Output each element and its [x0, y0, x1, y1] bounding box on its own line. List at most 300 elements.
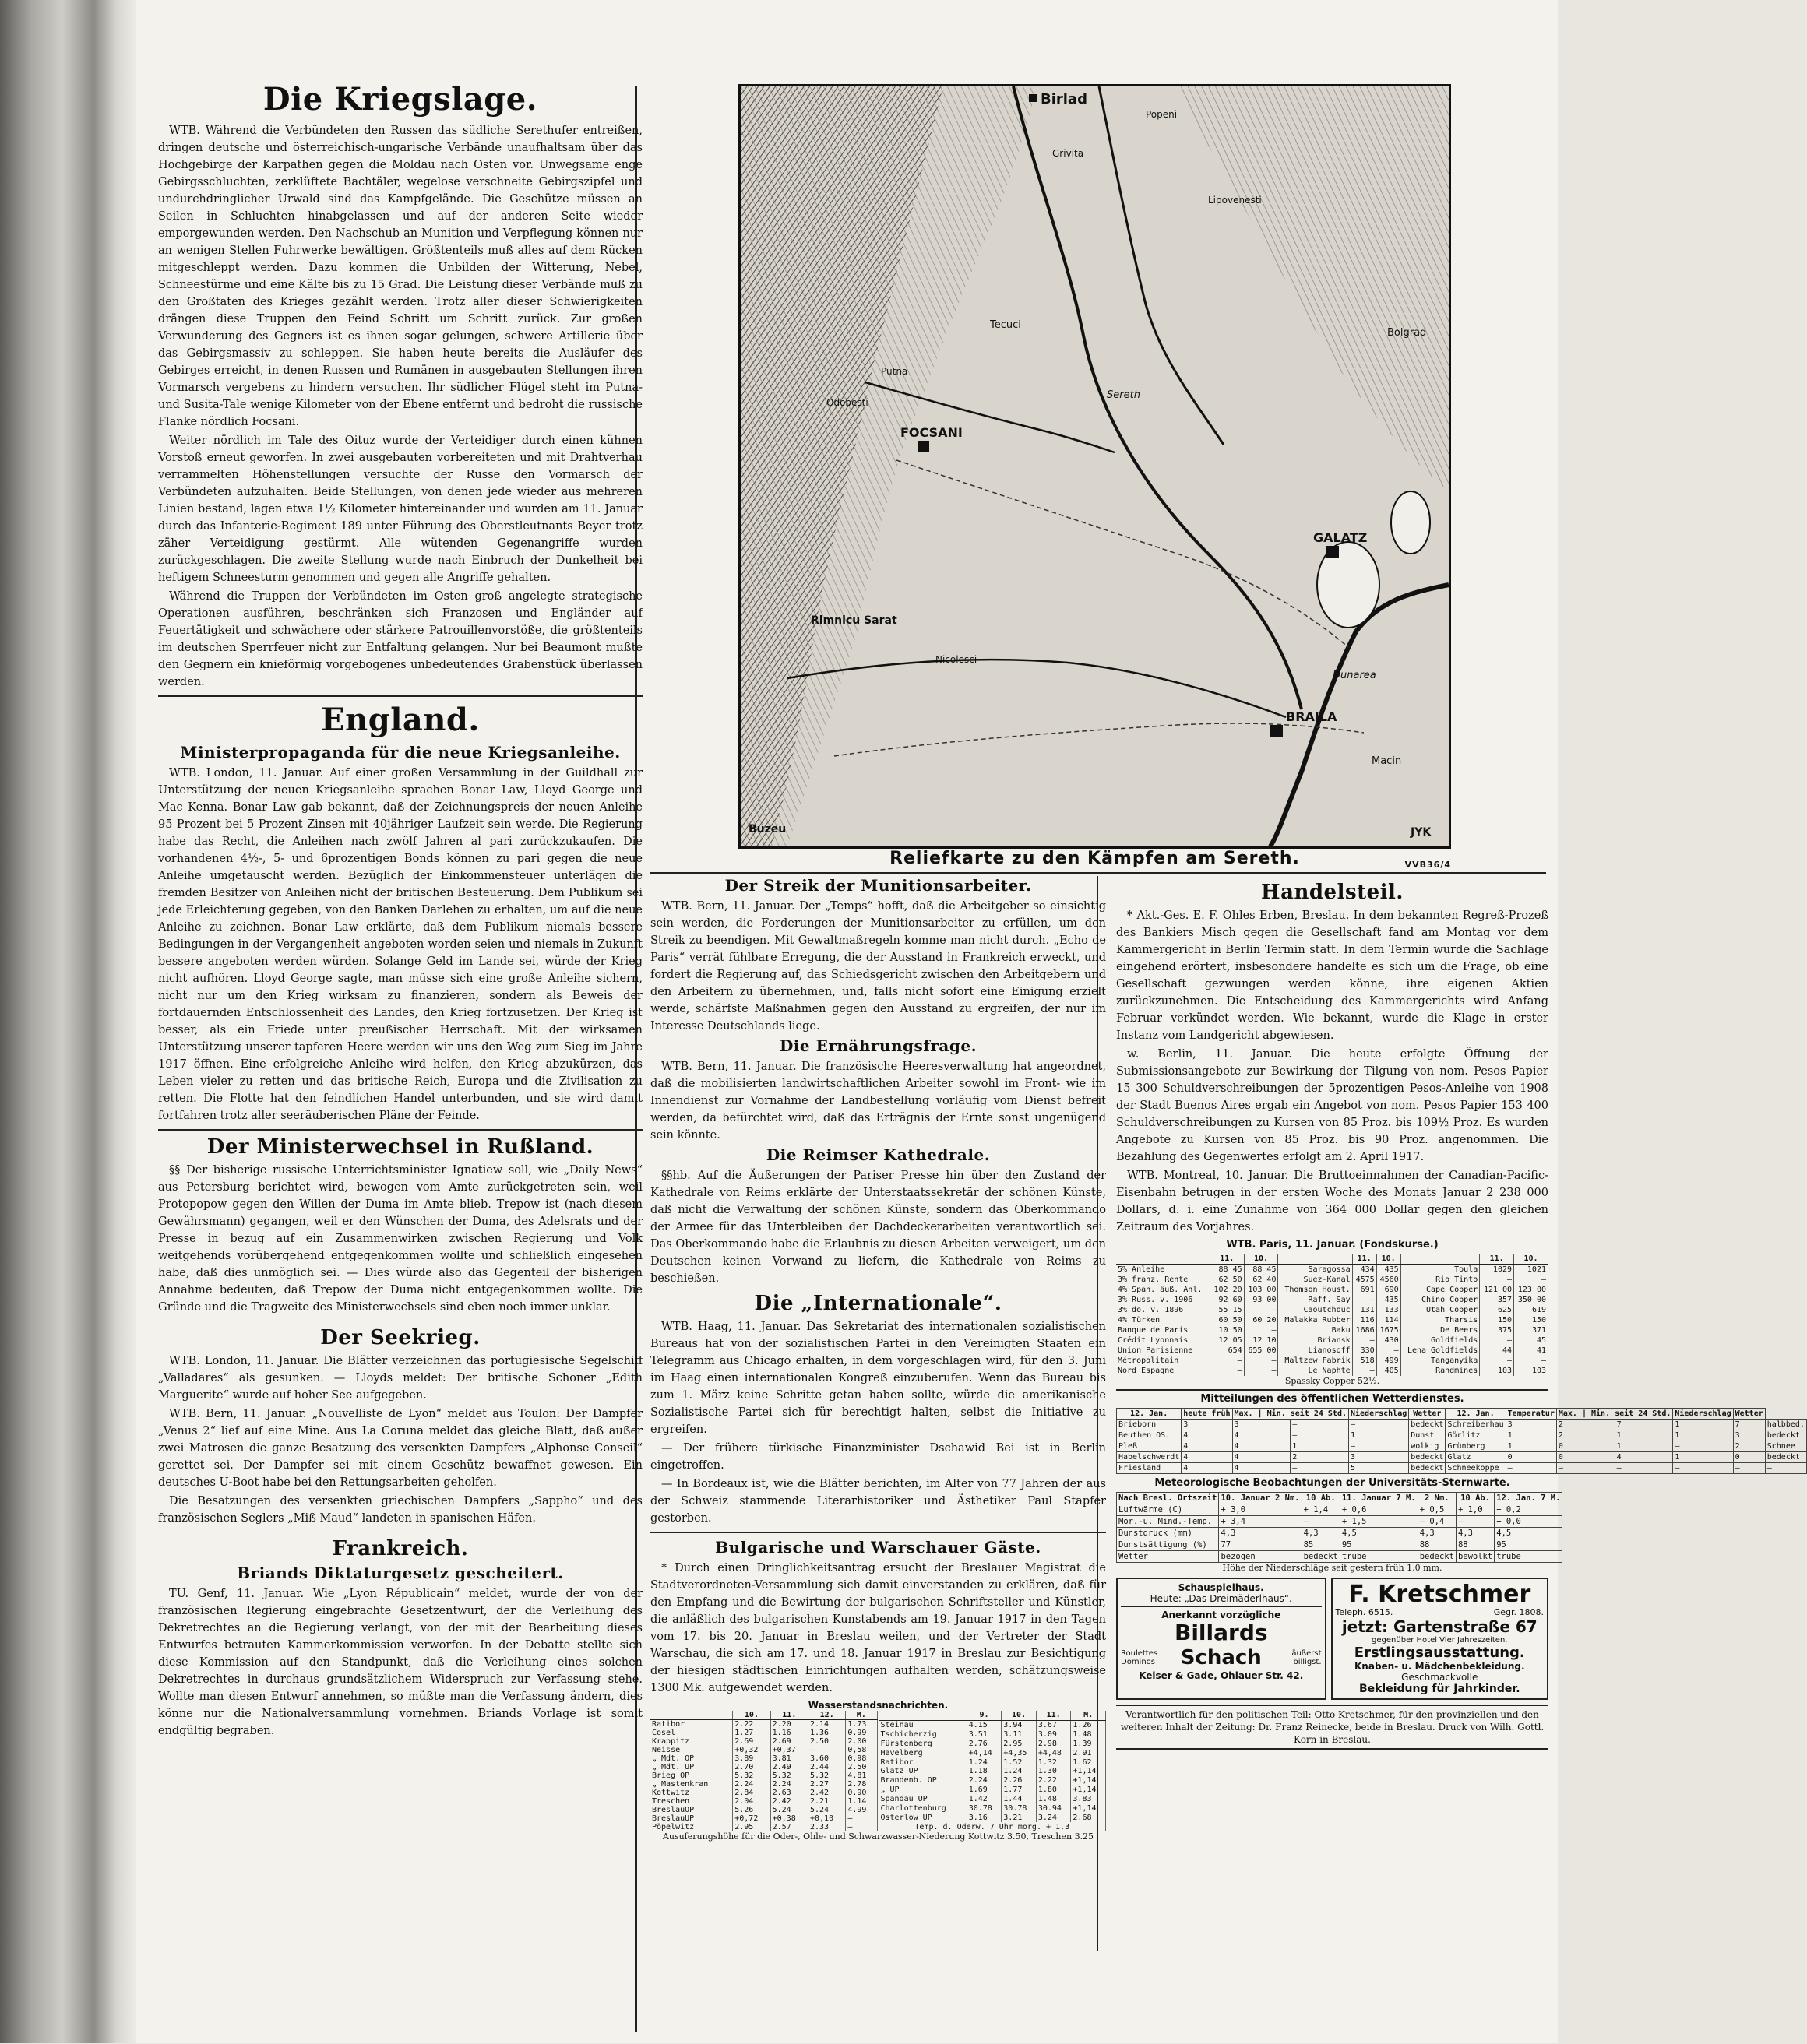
wasser-row-cell: 1.32 [1036, 1757, 1071, 1767]
meteo-cell: + 0,6 [1340, 1504, 1418, 1516]
wetter-cell: — [1291, 1463, 1349, 1474]
map-bottom-rule [650, 872, 1546, 874]
internationale-paragraph-3: — In Bordeaux ist, wie die Blätter berichten, im Alter von 77 Jahren der aus der Schweiz stammende Literarhistoriker und Ästhetiker Paul Stapfer gestorben. [650, 1478, 1106, 1525]
wasser-row-cell: 2.20 [770, 1720, 808, 1729]
fonds-row-cell: Toula [1400, 1265, 1480, 1275]
ad-divider [1121, 1606, 1322, 1607]
wasser-row [650, 1823, 877, 1831]
wetter-col-heute: heute früh [1182, 1409, 1232, 1420]
meteo-cell: bewölkt [1456, 1551, 1494, 1563]
meteo-col: Nach Bresl. Ortszeit [1117, 1493, 1219, 1504]
wasser-row-cell: 1.18 [967, 1767, 1002, 1776]
map-caption [738, 849, 1451, 868]
ad-billards-row [1121, 1645, 1322, 1670]
column-right [1116, 876, 1805, 2044]
wasser-row-cell: 2.27 [808, 1780, 846, 1789]
wasser-row [650, 1780, 877, 1789]
wasser-col [879, 1711, 967, 1720]
meteo-col: 10 Ab. [1456, 1493, 1494, 1504]
wasser-col: 11. [1036, 1711, 1071, 1720]
england-title: England. [321, 702, 480, 738]
streik-title: Der Streik der Munitionsarbeiter. [724, 876, 1032, 895]
wasser-row [879, 1767, 1106, 1776]
wasser-row-cell: 2.70 [733, 1763, 770, 1771]
wasser-col: 12. [808, 1711, 846, 1720]
wetter-cell: 4 [1182, 1463, 1232, 1474]
wetter-cell: 1 [1615, 1441, 1673, 1452]
wetter-cell: 4 [1232, 1463, 1291, 1474]
wetter-cell: — [1673, 1463, 1733, 1474]
wasser-row [650, 1806, 877, 1814]
fonds-row-cell: 103 [1480, 1366, 1514, 1376]
fonds-col: 11. [1480, 1254, 1514, 1265]
wasser-row-cell: 2.14 [808, 1720, 846, 1729]
wetter-col-date: 12. Jan. [1117, 1409, 1182, 1420]
wasser-row-cell: 5.32 [733, 1771, 770, 1780]
wasser-row-cell: BreslauOP [650, 1806, 733, 1814]
wasser-row-cell: +0,37 [770, 1746, 808, 1754]
wasser-row [879, 1776, 1106, 1785]
map-label-macin: Macin [1372, 755, 1402, 767]
wasser-row [650, 1746, 877, 1754]
wasser-col: M. [846, 1711, 877, 1720]
ad-kretschmer-title: F. Kretschmer [1348, 1581, 1531, 1608]
meteo-row [1117, 1516, 1562, 1528]
wetter-cell: 1 [1673, 1452, 1733, 1463]
map-label-odobesti: Odobesti [826, 397, 868, 408]
wetter-cell: Schnee [1765, 1441, 1806, 1452]
column-middle [650, 876, 1106, 2044]
meteo-footer: Höhe der Niederschläge seit gestern früh 1,0 mm. [1222, 1563, 1442, 1573]
fonds-row-cell: 150 [1514, 1315, 1548, 1325]
wasser-left-body [650, 1720, 877, 1832]
wasser-row [879, 1785, 1106, 1795]
meteo-cell: trübe [1340, 1551, 1418, 1563]
wetter-cell: 4 [1232, 1430, 1291, 1441]
wasser-row-cell: 2.24 [770, 1780, 808, 1789]
wasser-col: 10. [733, 1711, 770, 1720]
wasser-row-cell: 2.95 [1002, 1740, 1037, 1749]
wetter-row [1117, 1420, 1807, 1430]
wasser-row-cell: 5.24 [808, 1806, 846, 1814]
wetter-cell: 1 [1673, 1430, 1733, 1441]
wasser-row-cell: — [808, 1746, 846, 1754]
meteo-row-label: Luftwärme (C) [1117, 1504, 1219, 1516]
wasser-row-cell: „ Mdt. OP [650, 1754, 733, 1763]
meteo-table [1116, 1492, 1562, 1563]
wasser-row-cell: „ Mastenkran [650, 1780, 733, 1789]
reims-paragraph-1: §§hb. Auf die Äußerungen der Pariser Presse hin über den Zustand der Kathedrale von Reims erklärte der Unterstaatssekretär der schönen Künste, daß nicht die Verwaltung der schönen Künste, sondern das Oberkommando der Armee für das Unterbleiben der Dachdeckerarbeiten verantwortlich sei. Das Oberkommando habe die Erlaubnis zu diesen Arbeiten verweigert, um den Deutschen keinen Vorwand zu liefern, die Kathedrale von Reims zu beschießen. [650, 1170, 1106, 1285]
meteo-cell: + 3,0 [1219, 1504, 1302, 1516]
wetter-cell: 0 [1506, 1452, 1556, 1463]
ad-kretschmer-info [1336, 1607, 1544, 1617]
meteo-row-label: Wetter [1117, 1551, 1219, 1563]
fonds-row-cell: 60 50 [1210, 1315, 1244, 1325]
relief-map [738, 84, 1451, 849]
wetter-cell: 3 [1733, 1430, 1765, 1441]
kriegslage-paragraph-3: Während die Truppen der Verbündeten im Osten groß angelegte strategische Operationen ausführen, beschränken sich Franzosen und Engländer auf Feuertätigkeit und schwächere oder stärkere Patrouillenvorstöße, die größtenteils im deutschen Sperrfeuer nicht zur Entfaltung gelangen. Nur bei Beaumont mußte den Gegnern ein knieförmig vorgebogenes unbedeutendes Grabenstück überlassen werden. [158, 590, 643, 688]
wasser-row-cell: 3.11 [1002, 1730, 1037, 1740]
ad-kretschmer-mid: Erstlingsausstattung. [1354, 1645, 1525, 1661]
wasser-row-cell: 2.69 [733, 1737, 770, 1746]
ad-billards-left: Roulettes Dominos [1121, 1649, 1158, 1666]
fonds-row-cell: Union Parisienne [1116, 1346, 1210, 1356]
wasser-row-cell: 2.26 [1002, 1776, 1037, 1785]
section-divider [158, 695, 643, 697]
wetter-cell: 1 [1673, 1420, 1733, 1430]
meteo-col: 11. Januar 7 M. [1340, 1493, 1418, 1504]
fonds-row-cell: Caoutchouc [1278, 1305, 1352, 1315]
fonds-row-cell: Tharsis [1400, 1315, 1480, 1325]
wetter-row [1117, 1441, 1807, 1452]
wasser-col: M. [1071, 1711, 1106, 1720]
wasser-row-cell: Tschicherzig [879, 1730, 967, 1740]
wasser-right-body [879, 1720, 1106, 1822]
fonds-table [1116, 1254, 1548, 1376]
wetter-col-max: Max. | Min. seit 24 Std. [1556, 1409, 1673, 1420]
wasser-row-cell: +0,10 [808, 1814, 846, 1823]
meteo-cell: trübe [1495, 1551, 1562, 1563]
fonds-row-cell: 44 [1480, 1346, 1514, 1356]
wasser-row-cell: 3.24 [1036, 1813, 1071, 1822]
fonds-row-cell: 655 00 [1244, 1346, 1278, 1356]
map-label-isaccea: JYK [1411, 826, 1432, 839]
wasser-header: Wasserstandsnachrichten. [808, 1700, 949, 1711]
wasser-row-cell: 2.33 [808, 1823, 846, 1831]
wasser-row-cell: 2.22 [733, 1720, 770, 1729]
wetter-body [1117, 1420, 1807, 1474]
wetter-table [1116, 1408, 1807, 1474]
map-label-braila: BRAILA [1286, 709, 1337, 724]
wetter-cell: 4 [1615, 1452, 1673, 1463]
ad-theatre-line: Heute: „Das Dreimäderlhaus“. [1150, 1593, 1292, 1604]
ad-kretschmer-small: gegenüber Hotel Vier Jahreszeiten. [1372, 1636, 1508, 1645]
wasser-row-cell: 1.30 [1036, 1767, 1071, 1776]
wetter-cell: — [1615, 1463, 1673, 1474]
fonds-row-cell: — [1352, 1366, 1376, 1376]
fonds-row-cell: 41 [1514, 1346, 1548, 1356]
wetter-cell: 1 [1349, 1430, 1409, 1441]
wasser-row-cell: 1.80 [1036, 1785, 1071, 1795]
wasser-row-cell: +1,14 [1071, 1785, 1106, 1795]
meteo-cell: 95 [1495, 1539, 1562, 1551]
wasser-row [650, 1763, 877, 1771]
map-label-birlad: Birlad [1041, 91, 1087, 107]
wasser-row-cell: 2.44 [808, 1763, 846, 1771]
fonds-row-cell: 654 [1210, 1346, 1244, 1356]
fonds-row-cell: 3% Russ. v. 1906 [1116, 1295, 1210, 1305]
fonds-row-cell: 1021 [1514, 1265, 1548, 1275]
wasser-row-cell: Brieg OP [650, 1771, 733, 1780]
wetter-cell: 0 [1733, 1452, 1765, 1463]
ad-kretschmer-addr: jetzt: Gartenstraße 67 [1341, 1617, 1538, 1636]
imprint-footer: Verantwortlich für den politischen Teil: Otto Kretschmer, für den provinziellen und den weiteren Inhalt der Zeitung: Dr. Franz Reinecke, beide in Breslau. Druck von Wilh. Gottl. Korn in Breslau. [1116, 1705, 1548, 1750]
meteo-cell: + 0,5 [1418, 1504, 1456, 1516]
map-label-focsani: FOCSANI [900, 425, 963, 440]
wasser-row [879, 1757, 1106, 1767]
wasser-row-cell: 1.73 [846, 1720, 877, 1729]
fonds-row-cell: 88 45 [1244, 1265, 1278, 1275]
wasser-row-cell: 30.94 [1036, 1803, 1071, 1813]
map-label-rimnicu: Rimnicu Sarat [811, 614, 897, 627]
wasser-row-cell: Charlottenburg [879, 1803, 967, 1813]
bulgarisch-paragraph-1: * Durch einen Dringlichkeitsantrag ersucht der Breslauer Magistrat die Stadtverordneten-Versammlung sich damit einverstanden zu erklären, daß für den Empfang und die Bewirtung der bulgarischen Schriftsteller und Künstler, die anläßlich des bulgarischen Kunstabends am 19. Januar 1917 in den Tagen vom 17. bis 20. Januar in Breslau weilen, und der Vertreter der Stadt Warschau, die sich am 17. und 18. Januar 1917 in Breslau zur Besichtigung der hiesigen städtischen Einrichtungen aufhalten werden, schätzungsweise 1300 Mk. aufgewendet werden. [650, 1562, 1106, 1694]
wasser-row-cell: 1.36 [808, 1729, 846, 1737]
fonds-body [1116, 1265, 1548, 1377]
wasser-row-cell: 3.09 [1036, 1730, 1071, 1740]
fonds-row-cell: 619 [1514, 1305, 1548, 1315]
wasser-row-cell: 4.15 [967, 1720, 1002, 1729]
wetter-cell: — [1733, 1463, 1765, 1474]
wasser-row-cell: +4,48 [1036, 1748, 1071, 1757]
book-spine [0, 0, 136, 2043]
ad-billards-right: äußerst billigst. [1291, 1649, 1322, 1666]
wetter-cell: Görlitz [1446, 1430, 1506, 1441]
fonds-row-cell: 4% Span. äuß. Anl. [1116, 1285, 1210, 1295]
wasser-row-cell: 2.24 [967, 1776, 1002, 1785]
wetter-cell: 2 [1556, 1430, 1615, 1441]
fonds-row-cell: 5% Anleihe [1116, 1265, 1210, 1275]
wetter-cell: — [1349, 1420, 1409, 1430]
fonds-row-cell: 330 [1352, 1346, 1376, 1356]
wasser-row-cell: 2.50 [846, 1763, 877, 1771]
wasser-row-cell: Spandau UP [879, 1795, 967, 1804]
wasser-row-cell: 5.24 [770, 1806, 808, 1814]
wasser-row [879, 1803, 1106, 1813]
wetter-cell: bedeckt [1765, 1452, 1806, 1463]
wetter-row [1117, 1463, 1807, 1474]
wetter-cell: Pleß [1117, 1441, 1182, 1452]
fonds-row-cell: 123 00 [1514, 1285, 1548, 1295]
kriegslage-paragraph-2: Weiter nördlich im Tale des Oituz wurde der Verteidiger durch einen kühnen Vorstoß erneut geworfen. In zwei ausgebauten vorbereiteten und mit Drahtverhau verrammelten Höhenstellungen versuchte der Russe den Vormarsch der Verbündeten aufzuhalten. Beide Stellungen, von denen jede wieder aus mehreren Linien bestand, lagen etwa 1½ Kilometer hintereinander und wurden am 11. Januar durch das Infanterie-Regiment 189 unter Führung des Oberstleutnants Beyer trotz zäher Verteidigung gestürmt. Alle wütenden Gegenangriffe wurden zurückgeschlagen. Die zweite Stellung wurde nach Einbruch der Dunkelheit bei heftigem Schneesturm genommen und gegen alle Angriffe gehalten. [158, 434, 643, 584]
meteo-col: 10. Januar 2 Nm. [1219, 1493, 1302, 1504]
ad-billards [1116, 1578, 1326, 1700]
fonds-row-cell: 1686 [1352, 1325, 1376, 1335]
wasser-row-cell: 3.67 [1036, 1720, 1071, 1729]
kriegslage-paragraph-1: WTB. Während die Verbündeten den Russen das südliche Serethufer entreißen, dringen deutsche und österreichisch-ungarische Verbände unaufhaltsam über das Hochgebirge der Karpathen gegen die Moldau nach Osten vor. Unwegsame enge Gebirgsschluchten, zerklüftete Bachtäler, wegelose verschneite Gebirgszipfel und undurchdringlicher Urwald sind das Kampfgelände. Die Geschütze müssen an Seilen in Schluchten hinabgelassen und auf der anderen Seite wieder emporgewunden werden. Den Nachschub an Munition und Verpflegung können nur an wenigen Stellen Fuhrwerke bewältigen. Größtenteils muß alles auf dem Rücken mitgeschleppt werden. Dazu kommen die Unbilden der Witterung, Nebel, Schneestürme und eine Kälte bis zu 15 Grad. Die Leistung dieser Verbände muß zu den Großtaten des Krieges gezählt werden. Trotz aller dieser Schwierigkeiten drängen diese Truppen den Feind Schritt um Schritt zurück. Zur großen Verwunderung des Gegners ist es ihnen sogar gelungen, schwere Artillerie über das Gebirgsmassiv zu schleppen. Sie haben heute bereits die Ausläufer des Gebirges erreicht, in denen Russen und Rumänen in ausgebauten Stellungen ihren Vormarsch vergebens zu hindern versuchen. Ihr südlicher Flügel steht im Putna- und Susita-Tale wenige Kilometer von der Ebene entfernt und bedroht die russische Flanke nördlich Focsani. [158, 125, 643, 428]
ad-kretschmer-gegr: Gegr. 1808. [1493, 1607, 1544, 1617]
meteo-cell: — 0,4 [1418, 1516, 1456, 1528]
fonds-row-cell: 1029 [1480, 1265, 1514, 1275]
fonds-row-cell: — [1244, 1356, 1278, 1366]
fonds-row-cell: — [1244, 1325, 1278, 1335]
wasser-col: 11. [770, 1711, 808, 1720]
map-label-grivita: Grivita [1052, 148, 1084, 159]
meteo-cell: + 1,4 [1302, 1504, 1340, 1516]
wasser-row-cell: 3.89 [733, 1754, 770, 1763]
frankreich-subtitle: Briands Diktaturgesetz gescheitert. [237, 1564, 564, 1582]
ad-kretschmer [1331, 1578, 1548, 1700]
wasser-table-right [879, 1711, 1107, 1831]
fonds-row-cell: 4560 [1376, 1275, 1400, 1285]
wasser-col: 9. [967, 1711, 1002, 1720]
fonds-row-cell: 518 [1352, 1356, 1376, 1366]
fonds-row [1116, 1295, 1548, 1305]
wetter-cell: bedeckt [1409, 1463, 1446, 1474]
ad-billards-schach: Schach [1180, 1646, 1262, 1669]
fonds-col: 11. [1352, 1254, 1376, 1265]
fonds-row-cell: 499 [1376, 1356, 1400, 1366]
england-subtitle: Ministerpropaganda für die neue Kriegsanleihe. [180, 743, 621, 762]
fonds-row-cell: 1675 [1376, 1325, 1400, 1335]
fonds-row [1116, 1346, 1548, 1356]
map-label-nicolesci: Nicolesci [935, 654, 977, 665]
wasser-row [879, 1795, 1106, 1804]
wetter-cell: 0 [1556, 1452, 1615, 1463]
wasser-row-cell: 30.78 [967, 1803, 1002, 1813]
map-label-dunarea: Dunarea [1333, 670, 1376, 681]
wetter-cell: 1 [1506, 1430, 1556, 1441]
fonds-row-cell: 150 [1480, 1315, 1514, 1325]
wasser-row-cell: 1.69 [967, 1785, 1002, 1795]
seekrieg-title: Der Seekrieg. [320, 1326, 481, 1349]
relief-map-drawing [741, 86, 1449, 846]
fonds-row-cell: — [1480, 1335, 1514, 1346]
meteo-cell: 88 [1456, 1539, 1494, 1551]
wasser-row-cell: BreslauUP [650, 1814, 733, 1823]
meteo-cell: bedeckt [1418, 1551, 1456, 1563]
wasser-row-cell: Steinau [879, 1720, 967, 1729]
fonds-row-cell: 88 45 [1210, 1265, 1244, 1275]
wetter-cell: 4 [1232, 1441, 1291, 1452]
meteo-cell: + 1,5 [1340, 1516, 1418, 1528]
ernaehrung-paragraph-1: WTB. Bern, 11. Januar. Die französische Heeresverwaltung hat angeordnet, daß die mobilisierten landwirtschaftlichen Arbeiter sowohl im Front- wie im Innendienst zur Vornahme der Landbestellung vorläufig vom Dienst befreit werden, da befürchtet wird, daß das Erträgnis der Ernte sonst ungenügend sein könnte. [650, 1061, 1106, 1142]
wasser-row-cell: 1.48 [1036, 1795, 1071, 1804]
wetter-cell: 1 [1615, 1430, 1673, 1441]
fonds-row [1116, 1305, 1548, 1315]
wetter-cell: 3 [1182, 1420, 1232, 1430]
fonds-row-cell: Cape Copper [1400, 1285, 1480, 1295]
fonds-row-cell: Thomson Houst. [1278, 1285, 1352, 1295]
fonds-col: 10. [1244, 1254, 1278, 1265]
fonds-col [1278, 1254, 1352, 1265]
fonds-row-cell: — [1514, 1275, 1548, 1285]
wetter-cell: 7 [1615, 1420, 1673, 1430]
fonds-row-cell: — [1210, 1356, 1244, 1366]
wasser-row-cell: 1.39 [1071, 1740, 1106, 1749]
wasser-row-cell: Pöpelwitz [650, 1823, 733, 1831]
fonds-row-cell: 435 [1376, 1265, 1400, 1275]
wetter-cell: 3 [1232, 1420, 1291, 1430]
wasser-row-cell: Krappitz [650, 1737, 733, 1746]
handel-paragraph-3: WTB. Montreal, 10. Januar. Die Bruttoeinnahmen der Canadian-Pacific-Eisenbahn betrugen in der ersten Woche des Monats Januar 2 238 000 Dollars, d. i. eine Zunahme von 364 000 Dollar gegen den gleichen Zeitraum des Vorjahres. [1116, 1170, 1548, 1233]
wasser-row-cell: Treschen [650, 1797, 733, 1806]
meteo-cell: 85 [1302, 1539, 1340, 1551]
wasser-row-cell: 0,58 [846, 1746, 877, 1754]
wasser-col: 10. [1002, 1711, 1037, 1720]
seekrieg-paragraph-2: WTB. Bern, 11. Januar. „Nouvelliste de Lyon“ meldet aus Toulon: Der Dampfer „Venus 2“ lief auf eine Mine. Aus La Coruna meldet das gleiche Blatt, daß außer zwei Matrosen die ganze Besatzung des versenkten Dampfers „Alphonse Conseil“ gerettet sei. Der Dampfer sei mit einem Geschütz bewaffnet gewesen. Ein deutsches U-Boot habe bei den Rettungsarbeiten geholfen. [158, 1408, 643, 1489]
wasser-row [879, 1720, 1106, 1729]
wasser-row-cell: Fürstenberg [879, 1740, 967, 1749]
fonds-col [1400, 1254, 1480, 1265]
wasser-row [650, 1789, 877, 1797]
fonds-row-cell: — [1480, 1356, 1514, 1366]
wetter-cell: — [1291, 1430, 1349, 1441]
fonds-row-cell: Suez-Kanal [1278, 1275, 1352, 1285]
wasser-row-cell: 1.26 [1071, 1720, 1106, 1729]
map-code: VVB36/4 [1404, 860, 1451, 870]
fonds-header: WTB. Paris, 11. Januar. (Fondskurse.) [1226, 1239, 1439, 1251]
wetter-cell: Friesland [1117, 1463, 1182, 1474]
wasser-row-cell: 4.81 [846, 1771, 877, 1780]
wasser-row-cell: +0,72 [733, 1814, 770, 1823]
wasser-row-cell: 0,98 [846, 1754, 877, 1763]
wasser-row-cell: +4,35 [1002, 1748, 1037, 1757]
frankreich-paragraph-1: TU. Genf, 11. Januar. Wie „Lyon Républicain“ meldet, wurde der von der französischen Regierung eingebrachte Gesetzentwurf, der die Verleihung des Dekretrechtes an die Regierung verlangt, von der mit der Bearbeitung dieses Entwurfes betrauten Kammerkommission verworfen. In der Debatte stellte sich diese Kommission auf den Standpunkt, daß die Verleihung eines solchen Dekretrechtes in durchaus grundsätzlichem Widerspruch zur Verfassung stehe. Wollte man diesen Entwurf annehmen, so müßte man die Verfassung ändern, dies könne nur die Nationalversammlung vornehmen. Briands Vorlage ist somit endgültig begraben. [158, 1588, 643, 1737]
fonds-row-cell: 3% franz. Rente [1116, 1275, 1210, 1285]
wasser-row-cell: „ Mdt. UP [650, 1763, 733, 1771]
wetter-cell: Schneekoppe [1446, 1463, 1506, 1474]
meteo-cell: 4,5 [1340, 1528, 1418, 1539]
wasser-row-cell: 2.95 [733, 1823, 770, 1831]
wetter-cell: — [1556, 1463, 1615, 1474]
internationale-paragraph-1: WTB. Haag, 11. Januar. Das Sekretariat des internationalen sozialistischen Bureaus hat von der sozialistischen Partei in den Vereinigten Staaten ein Telegramm aus Chicago erhalten, in dem vorgeschlagen wird, für den 3. Juni im Haag einen internationalen Kongreß einzuberufen. Wenn das Bureau bis zum 1. März keine Schritte getan haben sollte, würde die amerikanische Sozialistische Partei sich für berechtigt halten, selbst die Initiative zu ergreifen. [650, 1321, 1106, 1436]
wasser-row-cell: 5.32 [770, 1771, 808, 1780]
fonds-row-cell: 430 [1376, 1335, 1400, 1346]
wasser-row [650, 1737, 877, 1746]
wasser-row-cell: 1.27 [733, 1729, 770, 1737]
fonds-row-cell: 3% do. v. 1896 [1116, 1305, 1210, 1315]
frankreich-title: Frankreich. [332, 1537, 469, 1560]
section-divider [158, 1129, 643, 1131]
fonds-row-cell: 350 00 [1514, 1295, 1548, 1305]
wetter-cell: bedeckt [1409, 1420, 1446, 1430]
handel-title: Handelsteil. [1261, 881, 1404, 904]
meteo-cell: bedeckt [1302, 1551, 1340, 1563]
fonds-row-cell: 375 [1480, 1325, 1514, 1335]
wasser-row-cell: +1,14 [1071, 1776, 1106, 1785]
wasser-row-cell: 2.00 [846, 1737, 877, 1746]
streik-paragraph-1: WTB. Bern, 11. Januar. Der „Temps“ hofft, daß die Arbeitgeber so einsichtig sein werden, die Forderungen der Munitionsarbeiter zu erfüllen, um den Streik zu beendigen. Mit Gewaltmaßregeln komme man nicht durch. „Echo de Paris“ verrät fühlbare Erregung, die der Ausstand in Frankreich erweckt, und fordert die Regierung auf, das Schiedsgericht zwischen den Arbeitgebern und den Arbeitern zu übernehmen, und, falls nicht sofort eine Einigung erzielt werde, schärfste Maßnahmen gegen den Ausstand zu ergreifen, der nur im Interesse Deutschlands liege. [650, 900, 1106, 1033]
map-label-galatz: GALATZ [1313, 530, 1368, 545]
wetter-cell: 7 [1733, 1420, 1765, 1430]
wasser-row-cell: 3.51 [967, 1730, 1002, 1740]
wetter-cell: — [1349, 1441, 1409, 1452]
wasser-row-cell: 2.49 [770, 1763, 808, 1771]
wasser-row-cell: +0,32 [733, 1746, 770, 1754]
fonds-row-cell: De Beers [1400, 1325, 1480, 1335]
wasser-tables [650, 1711, 1106, 1831]
wetter-cell: bedeckt [1765, 1430, 1806, 1441]
fonds-row-cell: 357 [1480, 1295, 1514, 1305]
fonds-row [1116, 1366, 1548, 1376]
meteo-col: 10 Ab. [1302, 1493, 1340, 1504]
wetter-cell: Dunst [1409, 1430, 1446, 1441]
fonds-row-cell: Goldfields [1400, 1335, 1480, 1346]
meteo-cell: 4,5 [1495, 1528, 1562, 1539]
wasser-row-cell: 3.94 [1002, 1720, 1037, 1729]
wasser-row-cell: 0.90 [846, 1789, 877, 1797]
wasser-row-cell: 2.69 [770, 1737, 808, 1746]
meteo-header: Meteorologische Beobachtungen der Universitäts-Sternwarte. [1154, 1477, 1510, 1489]
wetter-cell: 1 [1506, 1441, 1556, 1452]
fonds-row [1116, 1275, 1548, 1285]
fonds-row-cell: 131 [1352, 1305, 1376, 1315]
meteo-cell: — [1456, 1516, 1494, 1528]
ad-kretschmer-line2: Knaben- u. Mädchenbekleidung. [1354, 1661, 1525, 1672]
wasser-footer: Ausuferungshöhe für die Oder-, Ohle- und Schwarzwasser-Niederung Kottwitz 3.50, Treschen 3.25 [662, 1831, 1094, 1842]
wasser-row-cell: 2.50 [808, 1737, 846, 1746]
wasser-row [879, 1748, 1106, 1757]
wasser-row-cell: 30.78 [1002, 1803, 1037, 1813]
fonds-row-cell: 45 [1514, 1335, 1548, 1346]
seekrieg-paragraph-1: WTB. London, 11. Januar. Die Blätter verzeichnen das portugiesische Segelschiff „Valladares“ als gesunken. — Lloyds meldet: Der britische Schoner „Edith Marguerite“ wurde auf hoher See aufgegeben. [158, 1355, 643, 1402]
fonds-row [1116, 1356, 1548, 1366]
wetter-col-wetter: Wetter [1733, 1409, 1765, 1420]
meteo-cell: bezogen [1219, 1551, 1302, 1563]
wasser-table-left [650, 1711, 878, 1831]
england-paragraph-1: WTB. London, 11. Januar. Auf einer großen Versammlung in der Guildhall zur Unterstützung der neuen Kriegsanleihe sprachen Bonar Law, Lloyd George und Mac Kenna. Bonar Law gab bekannt, daß der Zeichnungspreis der neuen Anleihe 95 Prozent bei 5 Prozent Zinsen mit 40jähriger Laufzeit sein werde. Die Regierung habe das Recht, die Anleihen nach zwölf Jahren al pari zurückzukaufen. Die vorhandenen 4½-, 5- und 6prozentigen Bonds können zu pari gegen die neue Anleihe umgetauscht werden. Bezüglich der Einkommensteuer unterlägen die fremden Besitzer von Anleihen nicht der britischen Besteuerung. Dem Publikum sei jede Erleichterung gegeben, von den Banken Darlehen zu erhalten, um auf die neue Anleihe zu zeichnen. Bonar Law erklärte, daß dem Publikum niemals bessere Bedingungen in der Vergangenheit angeboten worden seien und niemals in Zukunft bessere angeboten werden würden. Solange Geld im Lande sei, würde der Krieg nicht aufhören. Lloyd George sagte, man müsse sich eine große Anleihe sichern, nicht nur um den Krieg wirksam zu finanzieren, sondern als Beweis der fortdauernden Entschlossenheit des Landes, den Krieg fortzusetzen. Der Krieg ist besser, als ein Friede unter preußischer Herrschaft. Mit der wirksamen Unterstützung unserer tapferen Heere werden wir uns den Weg zum Sieg im Jahre 1917 öffnen. Eine erfolgreiche Anleihe wird helfen, den Krieg abzukürzen, das Leben vieler zu retten und das britische Reich, Europa und die Zivilisation zu retten. Die Flotte hat den feindlichen Handel unterbunden, und sie wird damit fortfahren trotz aller seeräuberischen Pläne der Feinde. [158, 767, 643, 1122]
